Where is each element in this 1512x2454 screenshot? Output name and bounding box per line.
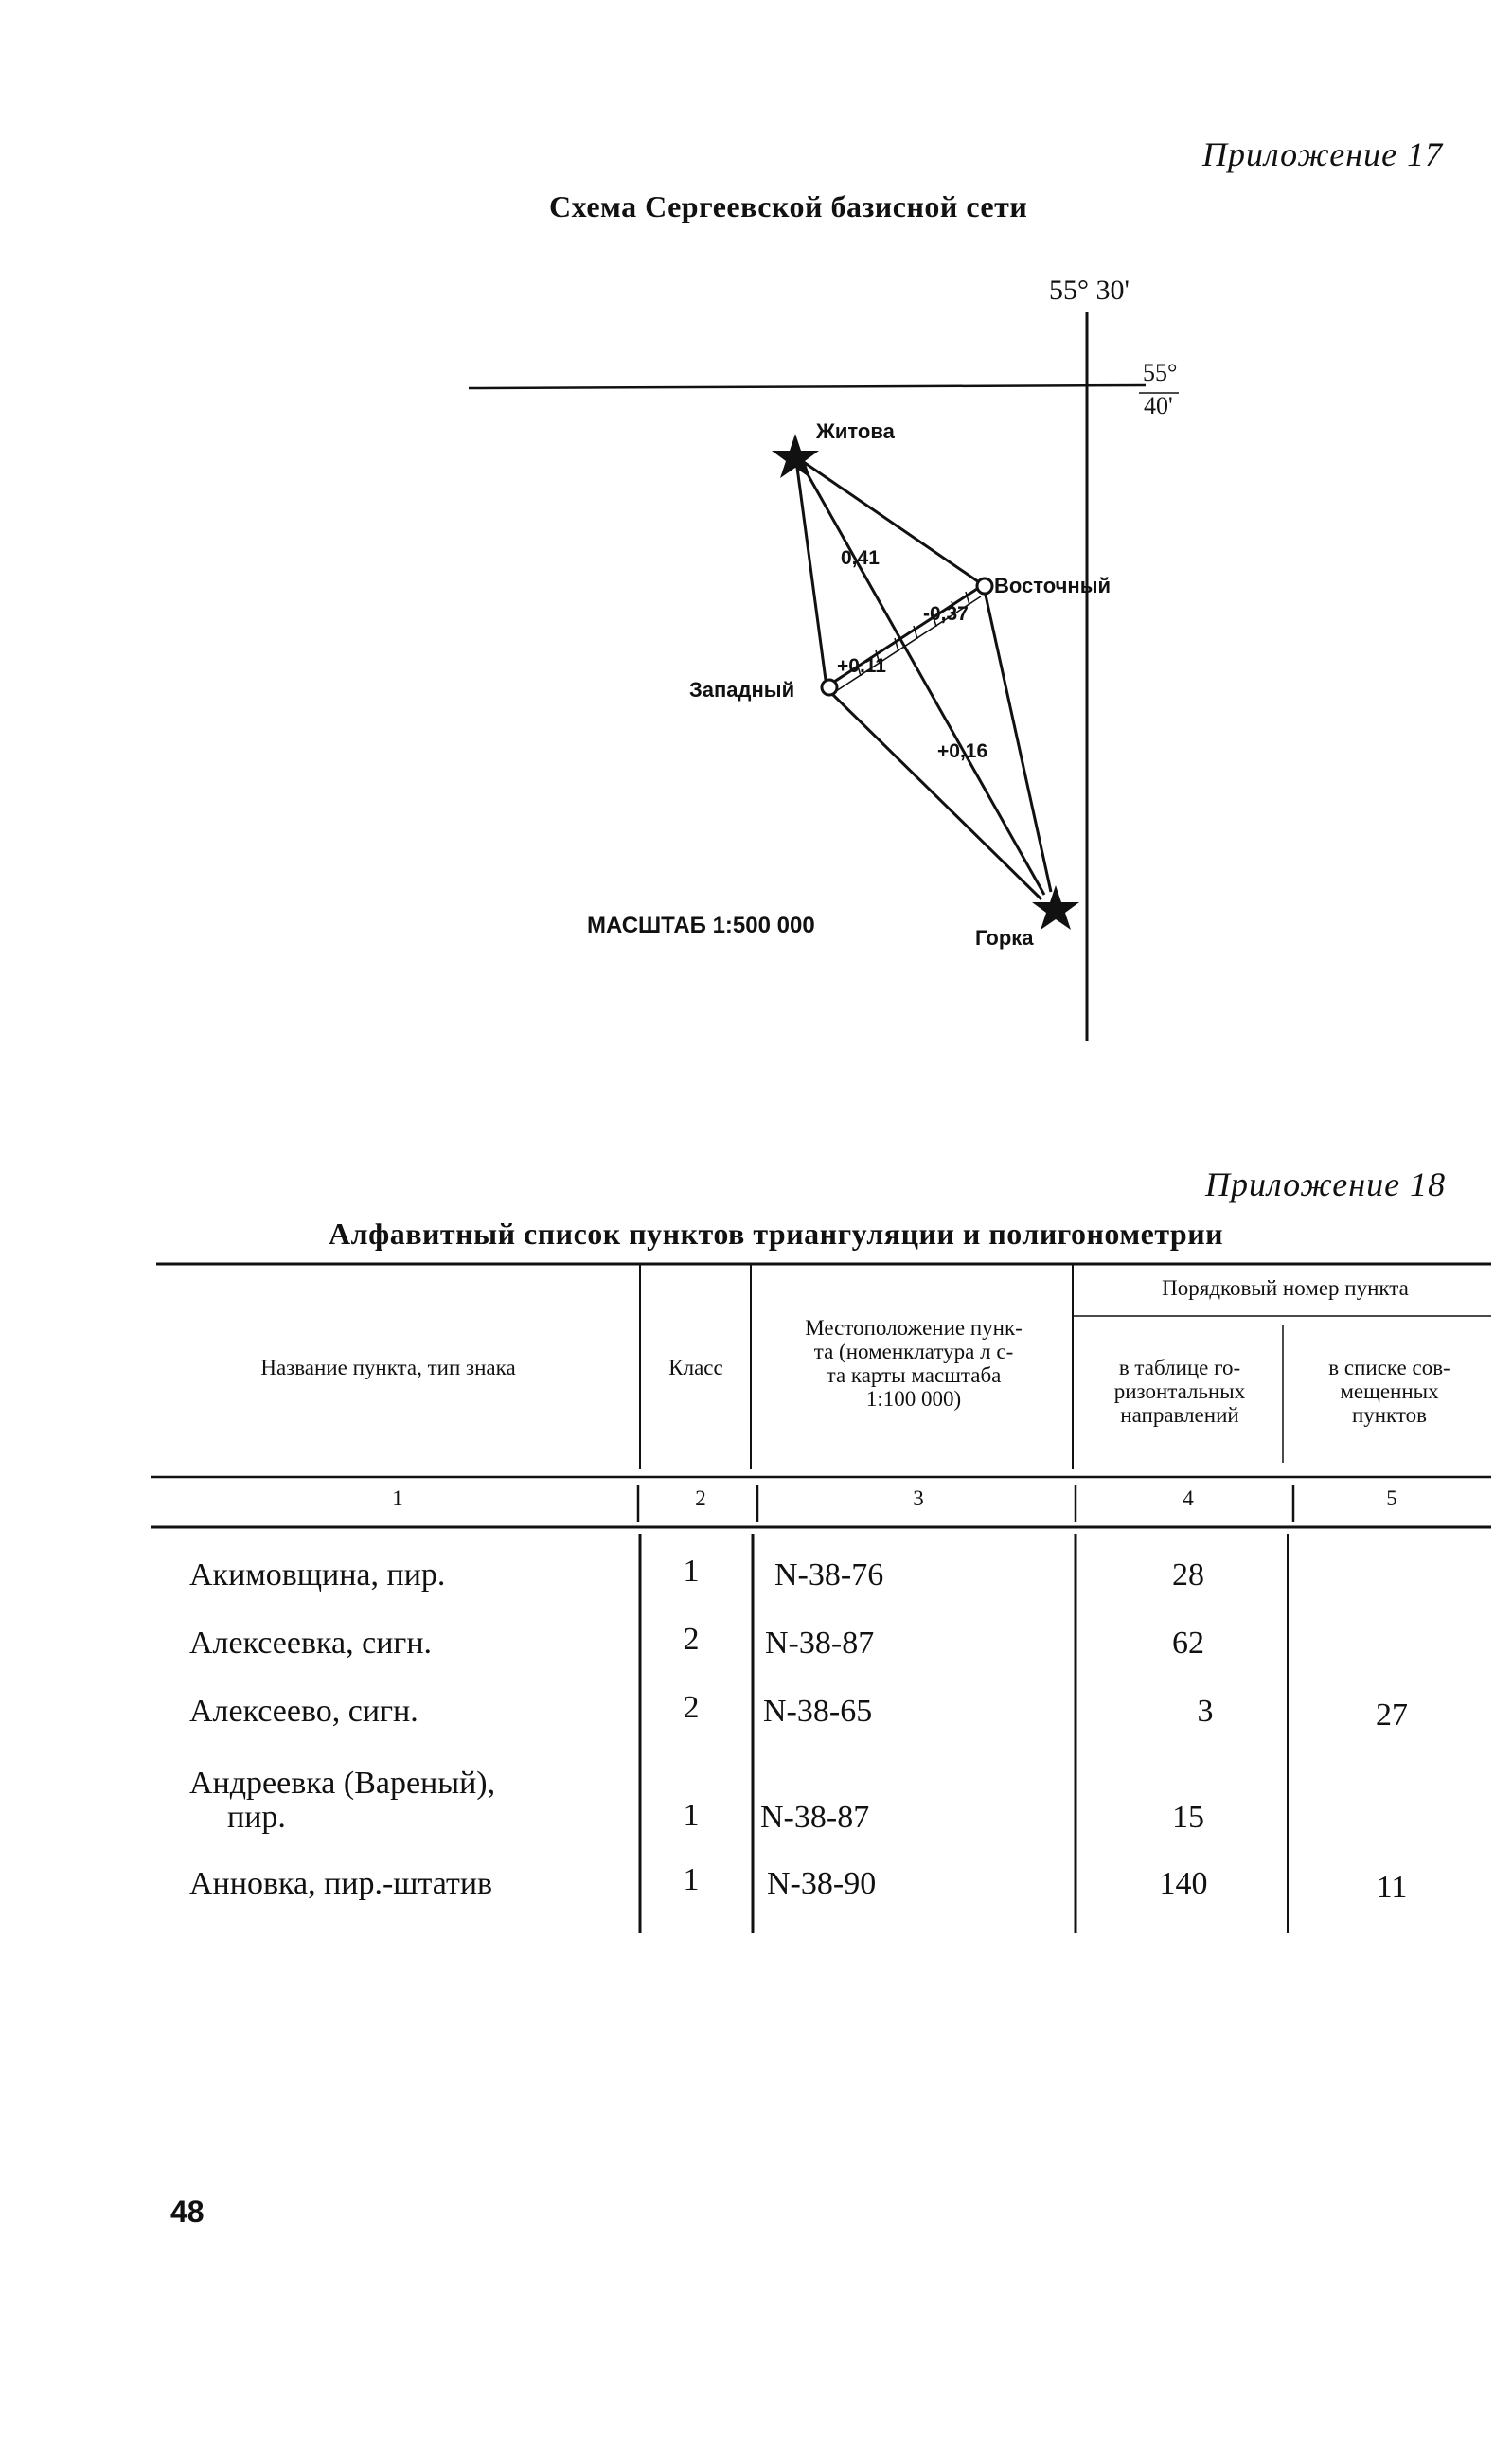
label-gorka: Горка <box>975 926 1034 950</box>
row-table-number: 28 <box>1172 1557 1204 1592</box>
row-list-number: 11 <box>1376 1870 1408 1905</box>
edge-zhitova-gorka <box>803 466 1044 895</box>
row-name: Акимовщина, пир. <box>189 1557 446 1592</box>
col-number-2: 2 <box>695 1486 706 1510</box>
row-class: 1 <box>683 1554 700 1589</box>
appendix-17-label: Приложение 17 <box>1202 135 1444 173</box>
header-name: Название пункта, тип знака <box>260 1356 516 1379</box>
row-location: N-38-87 <box>760 1800 870 1835</box>
row-name: Анновка, пир.-штатив <box>189 1866 493 1901</box>
label-zapadny: Западный <box>689 678 795 702</box>
header-location: Местоположение пунк- та (номенклатура л с- та карты масштаба 1:100 000) <box>805 1316 1023 1411</box>
header-in-table: в таблице го- ризонтальных направлений <box>1113 1356 1246 1427</box>
row-class: 2 <box>683 1622 700 1657</box>
value-zapadny-gorka: +0,16 <box>937 740 988 762</box>
lat-label-degrees: 55° <box>1143 359 1178 386</box>
parallel-line <box>469 385 1146 388</box>
table-title: Алфавитный список пунктов триангуляции и полигонометрии <box>329 1217 1224 1251</box>
edge-zapadny-gorka <box>833 695 1041 899</box>
row-table-number: 3 <box>1197 1694 1214 1729</box>
meridian-label: 55° 30' <box>1049 275 1130 306</box>
vostochny-point-icon <box>977 578 992 594</box>
row-name: Андреевка (Вареный), <box>189 1766 496 1801</box>
value-base-west: +0,11 <box>837 655 886 677</box>
value-base-east: -0,37 <box>923 603 969 625</box>
label-vostochny: Восточный <box>994 574 1112 597</box>
row-class: 1 <box>683 1862 700 1897</box>
col-number-5: 5 <box>1386 1486 1397 1510</box>
appendix-18-label: Приложение 18 <box>1205 1165 1447 1203</box>
value-zhitova-gorka: 0,41 <box>841 547 880 569</box>
edge-zhitova-vostochny <box>795 456 982 584</box>
table-grid <box>0 1250 1512 1941</box>
row-name: Алексеево, сигн. <box>189 1694 418 1729</box>
scheme-title: Схема Сергеевской базисной сети <box>549 189 1028 223</box>
row-class: 1 <box>683 1798 700 1833</box>
row-table-number: 140 <box>1159 1866 1208 1901</box>
row-list-number: 27 <box>1376 1698 1408 1733</box>
header-in-list: в списке сов- мещенных пунктов <box>1328 1356 1450 1427</box>
row-name: Алексеевка, сигн. <box>189 1626 433 1661</box>
zapadny-point-icon <box>822 680 837 695</box>
gorka-star-icon <box>1032 885 1079 930</box>
scale-label: МАСШТАБ 1:500 000 <box>587 913 815 938</box>
row-location: N-38-76 <box>774 1557 884 1592</box>
col-number-3: 3 <box>913 1486 924 1510</box>
label-zhitova: Житова <box>816 419 895 443</box>
lat-label-minutes: 40' <box>1144 392 1173 419</box>
col-number-4: 4 <box>1183 1486 1194 1510</box>
col-number-1: 1 <box>392 1486 403 1510</box>
row-location: N-38-87 <box>765 1626 875 1661</box>
base-network-scheme <box>0 0 1512 1079</box>
row-class: 2 <box>683 1690 700 1725</box>
page-number: 48 <box>170 2195 205 2229</box>
row-location: N-38-65 <box>763 1694 873 1729</box>
zhitova-star-icon <box>772 434 819 478</box>
header-ordinal: Порядковый номер пункта <box>1162 1276 1409 1300</box>
row-table-number: 62 <box>1172 1626 1204 1661</box>
row-location: N-38-90 <box>767 1866 877 1901</box>
row-table-number: 15 <box>1172 1800 1204 1835</box>
header-class: Класс <box>668 1356 723 1379</box>
row-name-continued: пир. <box>227 1800 286 1835</box>
